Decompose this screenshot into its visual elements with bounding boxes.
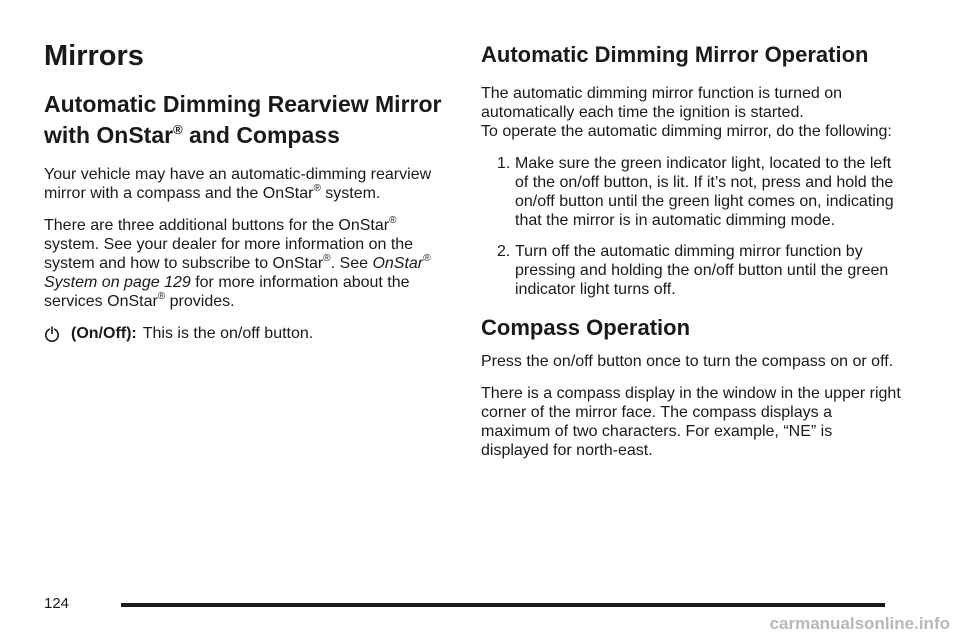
paragraph-dimming-intro: The automatic dimming mirror function is turned on automatically each time the ignition is started. (481, 84, 843, 121)
list-item: 2. Turn off the automatic dimming mirror function by pressing and holding the on/off button until the green indicator light turns off. (497, 242, 889, 298)
left-column (44, 40, 444, 343)
paragraph-dimming-howto: To operate the automatic dimming mirror, do the following: (481, 122, 892, 140)
onoff-label: (On/Off): (71, 325, 137, 343)
section-heading-rearview (44, 89, 444, 151)
onoff-text: This is the on/off button. (142, 325, 314, 343)
registered-mark: ® (173, 121, 183, 137)
paragraph-intro: Your vehicle may have an automatic-dimming rearview mirror with a compass and the OnStar® system. (44, 166, 432, 203)
heading-line1: Automatic Dimming Rearview Mirror (44, 91, 442, 118)
steps-list (481, 154, 901, 299)
heading-line2a: with OnStar (44, 122, 174, 149)
page-title: Mirrors (44, 40, 144, 72)
power-icon (44, 325, 60, 343)
right-column (481, 40, 901, 473)
footer-rule (121, 603, 885, 607)
page-number: 124 (44, 595, 70, 612)
onoff-description (44, 324, 444, 343)
paragraph-compass-display: There is a compass display in the window in the upper right corner of the mirror face. The compass displays a maximum of two characters. For example, “NE” is displayed for north-east. (481, 385, 901, 460)
heading-line2b: and Compass (189, 122, 340, 149)
section-heading-dimming-operation: Automatic Dimming Mirror Operation (481, 42, 869, 67)
watermark: carmanualsonline.info (769, 614, 950, 633)
paragraph-buttons: There are three additional buttons for the OnStar® system. See your dealer for more information on the system and how to subscribe to OnStar®. See OnStar® System on page 129 for more information about the services OnStar® provides. (44, 215, 431, 311)
section-heading-compass: Compass Operation (481, 314, 691, 340)
list-item: 1. Make sure the green indicator light, located to the left of the on/off button, is lit. If it’s not, press and hold the on/off button until the green light comes on, indicating that the mirror is in automatic dimming mode. (497, 154, 894, 229)
onstar-page-reference-link[interactable]: OnStar® System on page 129 (44, 253, 431, 292)
paragraph-compass-toggle: Press the on/off button once to turn the compass on or off. (481, 353, 894, 371)
